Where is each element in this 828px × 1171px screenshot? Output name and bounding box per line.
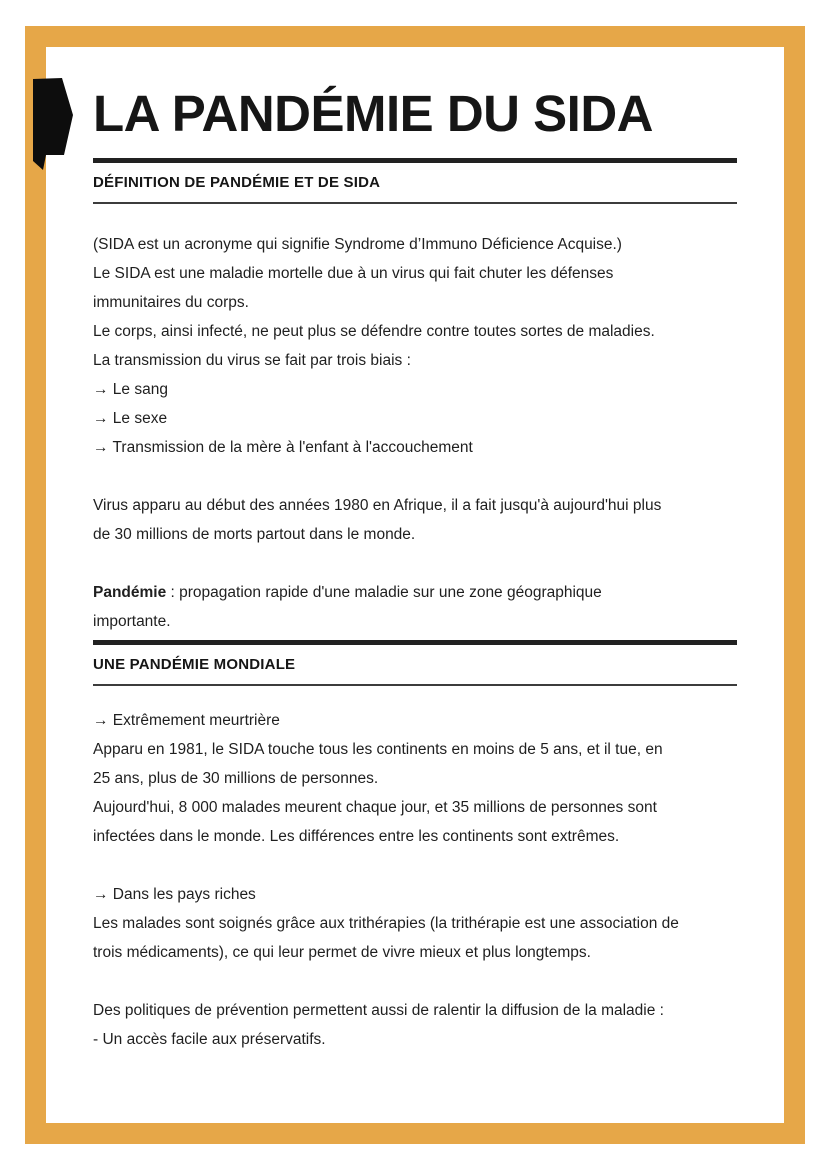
text-line: Les malades sont soignés grâce aux trithérapies (la trithérapie est une association de xyxy=(93,915,679,932)
text-line: Le SIDA est une maladie mortelle due à un virus qui fait chuter les défenses xyxy=(93,265,614,282)
dash-list-item: - Un accès facile aux préservatifs. xyxy=(93,1031,326,1048)
text-line: Aujourd'hui, 8 000 malades meurent chaque jour, et 35 millions de personnes sont xyxy=(93,799,657,816)
text-line: de 30 millions de morts partout dans le monde. xyxy=(93,526,416,543)
paragraph xyxy=(93,706,737,851)
text-line: immunitaires du corps. xyxy=(93,294,249,311)
arrow-list-item: → Le sexe xyxy=(93,410,168,427)
text-line: infectées dans le monde. Les différences entre les continents sont extrêmes. xyxy=(93,828,620,845)
divider-thin xyxy=(93,202,737,204)
arrow-list-item: → Dans les pays riches xyxy=(93,886,256,903)
paragraph-definition-pandemie xyxy=(93,578,737,636)
divider-thick xyxy=(93,158,737,163)
text-line xyxy=(93,578,737,607)
bookmark-ribbon-icon xyxy=(31,78,74,171)
paragraph xyxy=(93,880,737,967)
divider-thick xyxy=(93,640,737,645)
page-title: LA PANDÉMIE DU SIDA xyxy=(93,85,654,142)
text-line: Des politiques de prévention permettent aussi de ralentir la diffusion de la maladie : xyxy=(93,1002,664,1019)
paragraph xyxy=(93,230,737,462)
bold-term: Pandémie xyxy=(93,584,167,601)
term-definition: : propagation rapide d'une maladie sur une zone géographique xyxy=(166,584,602,601)
arrow-list-item: → Extrêmement meurtrière xyxy=(93,712,280,729)
section-body-pandemie-mondiale xyxy=(93,706,737,1054)
section-body-definition xyxy=(93,230,737,636)
text-line: 25 ans, plus de 30 millions de personnes. xyxy=(93,770,379,787)
text-line: Apparu en 1981, le SIDA touche tous les continents en moins de 5 ans, et il tue, en xyxy=(93,741,663,758)
text-line: La transmission du virus se fait par trois biais : xyxy=(93,352,411,369)
text-line: trois médicaments), ce qui leur permet de vivre mieux et plus longtemps. xyxy=(93,944,591,961)
text-line: Virus apparu au début des années 1980 en Afrique, il a fait jusqu'à aujourd'hui plus xyxy=(93,497,662,514)
text-line: Le corps, ainsi infecté, ne peut plus se défendre contre toutes sortes de maladies. xyxy=(93,323,655,340)
arrow-list-item: → Le sang xyxy=(93,381,168,398)
text-line: (SIDA est un acronyme qui signifie Syndrome d’Immuno Déficience Acquise.) xyxy=(93,236,622,253)
page-content xyxy=(93,47,737,1054)
paragraph xyxy=(93,491,737,549)
arrow-list-item: → Transmission de la mère à l'enfant à l'accouchement xyxy=(93,439,473,456)
divider-thin xyxy=(93,684,737,686)
section-heading-definition: DÉFINITION DE PANDÉMIE ET DE SIDA xyxy=(93,174,381,191)
section-heading-pandemie-mondiale: UNE PANDÉMIE MONDIALE xyxy=(93,656,296,673)
text-line: importante. xyxy=(93,613,171,630)
paragraph xyxy=(93,996,737,1054)
